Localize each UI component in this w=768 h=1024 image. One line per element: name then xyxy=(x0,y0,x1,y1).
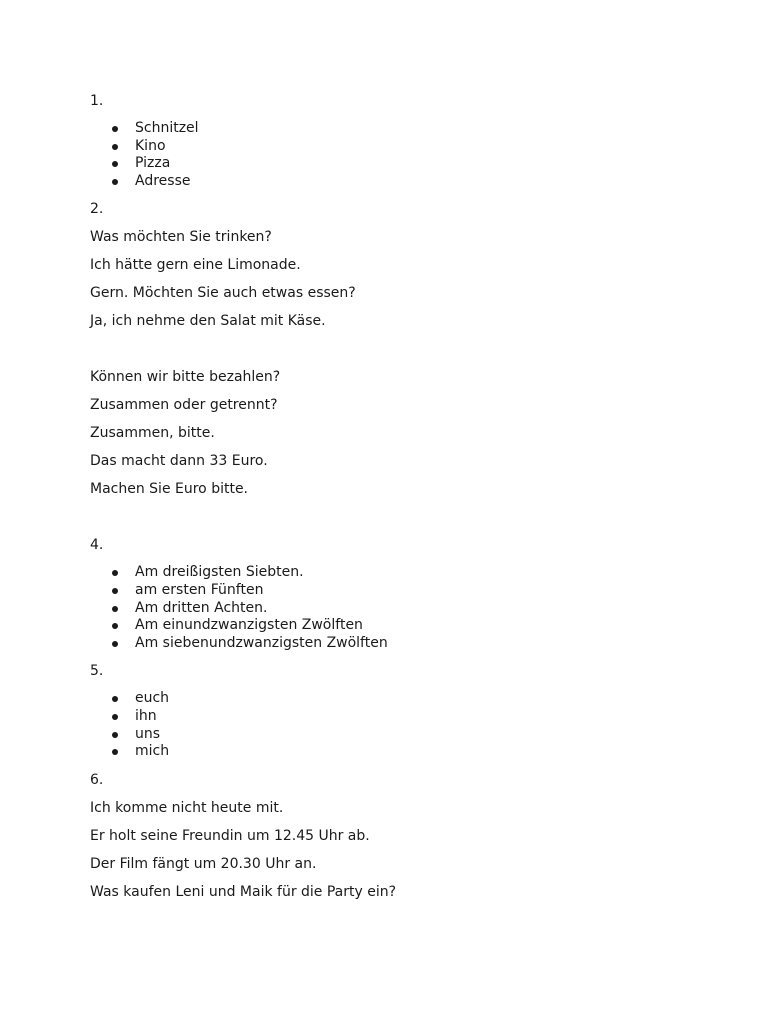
dialogue-line: Können wir bitte bezahlen? xyxy=(90,369,281,386)
dialogue-line: Was möchten Sie trinken? xyxy=(90,229,272,246)
list-item: Am siebenundzwanzigsten Zwölften xyxy=(90,635,710,653)
list-item: Adresse xyxy=(90,173,710,191)
spacer xyxy=(90,508,710,536)
spacer xyxy=(90,340,710,368)
dialogue-line: Zusammen oder getrennt? xyxy=(90,397,278,414)
sentence-line: Was kaufen Leni und Maik für die Party ein? xyxy=(90,883,397,900)
section-5-list xyxy=(90,690,710,760)
list-item: Pizza xyxy=(90,155,710,173)
section-2-number: 2. xyxy=(90,201,104,218)
dialogue-line: Ich hätte gern eine Limonade. xyxy=(90,257,301,274)
sentence-line: Der Film fängt um 20.30 Uhr an. xyxy=(90,855,317,872)
section-5-number: 5. xyxy=(90,663,104,680)
sentence-line: Ich komme nicht heute mit. xyxy=(90,799,284,816)
list-item: mich xyxy=(90,743,710,761)
section-6-number: 6. xyxy=(90,771,104,788)
list-item: Am dritten Achten. xyxy=(90,600,710,618)
list-item: ihn xyxy=(90,708,710,726)
list-item: euch xyxy=(90,690,710,708)
list-item: Am einundzwanzigsten Zwölften xyxy=(90,617,710,635)
section-4-list xyxy=(90,564,710,652)
list-item: Am dreißigsten Siebten. xyxy=(90,564,710,582)
list-item: Schnitzel xyxy=(90,120,710,138)
section-4-number: 4. xyxy=(90,537,104,554)
section-1-list xyxy=(90,120,710,190)
dialogue-line: Zusammen, bitte. xyxy=(90,425,215,442)
dialogue-line: Gern. Möchten Sie auch etwas essen? xyxy=(90,285,356,302)
list-item: am ersten Fünften xyxy=(90,582,710,600)
list-item: uns xyxy=(90,726,710,744)
dialogue-line: Das macht dann 33 Euro. xyxy=(90,453,268,470)
list-item: Kino xyxy=(90,138,710,156)
dialogue-line: Machen Sie Euro bitte. xyxy=(90,481,249,498)
dialogue-line: Ja, ich nehme den Salat mit Käse. xyxy=(90,313,326,330)
document-page xyxy=(90,92,710,911)
sentence-line: Er holt seine Freundin um 12.45 Uhr ab. xyxy=(90,827,370,844)
section-1-number: 1. xyxy=(90,93,104,109)
